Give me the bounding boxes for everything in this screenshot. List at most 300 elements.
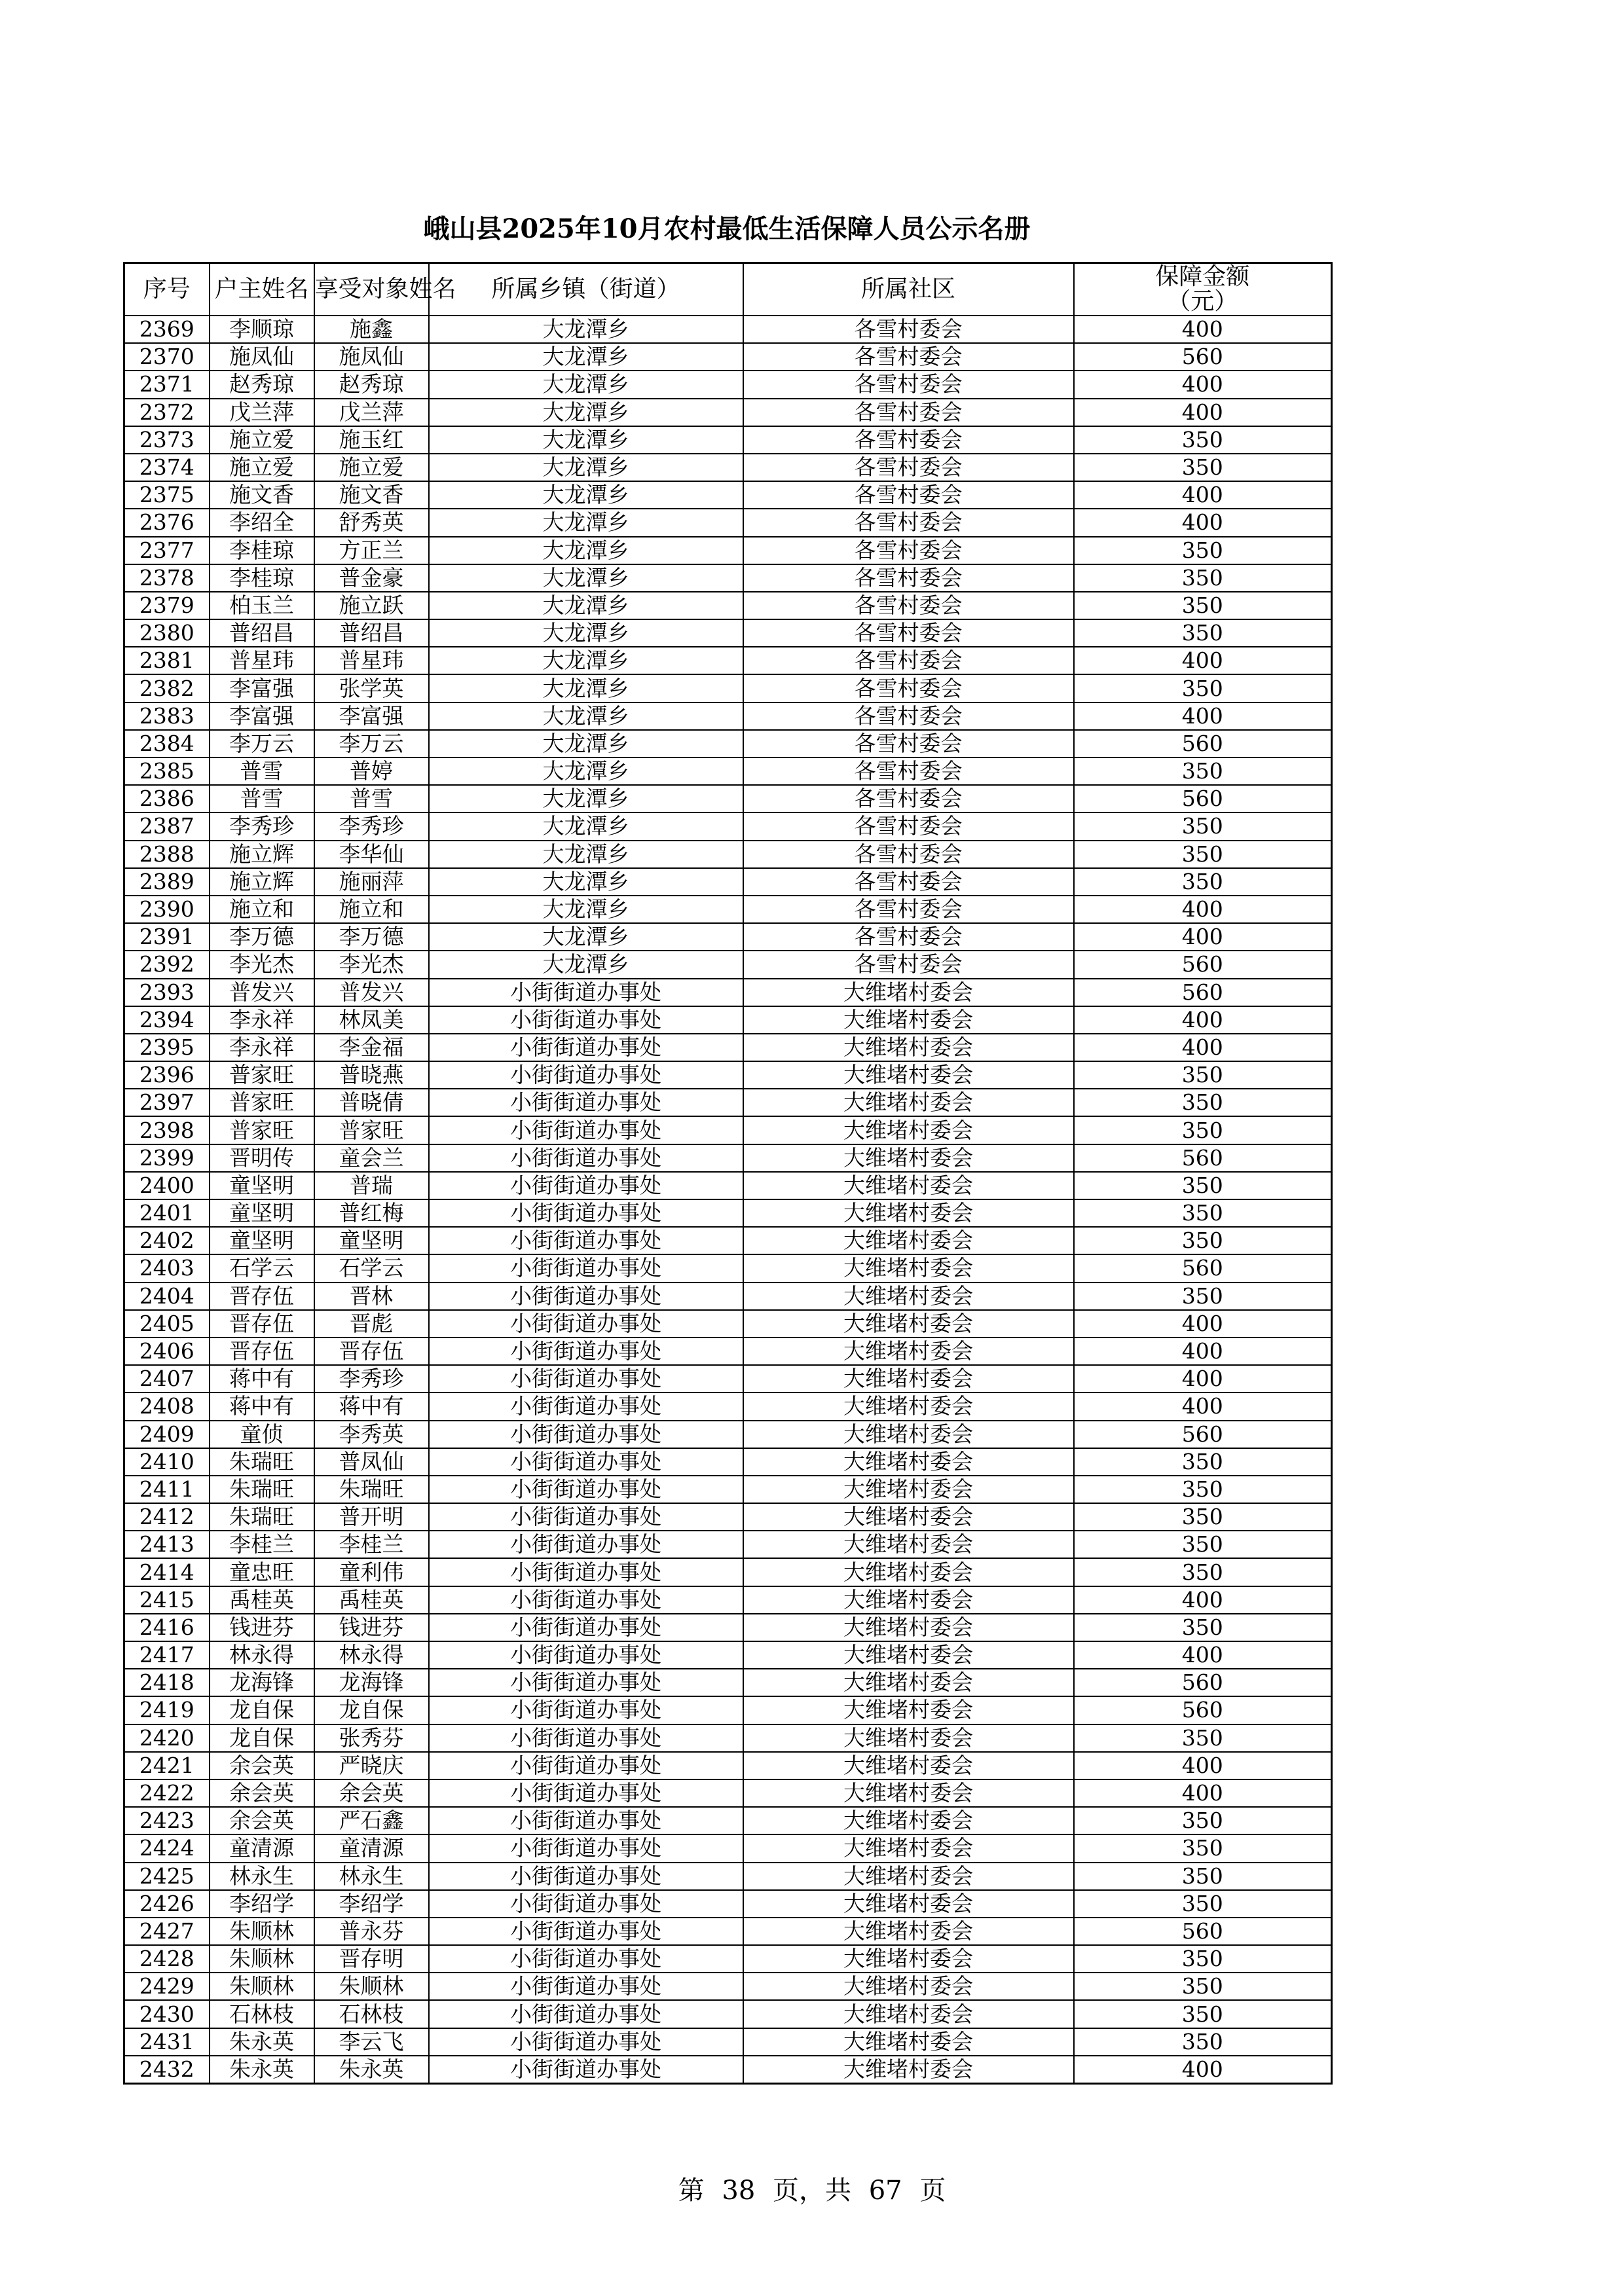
cell-amount: 400 — [1074, 399, 1332, 426]
table-row — [124, 1863, 1332, 1890]
cell-household-head: 普雪 — [210, 757, 314, 785]
cell-seq: 2415 — [124, 1586, 210, 1614]
cell-township: 小街街道办事处 — [429, 1558, 743, 1586]
cell-community: 各雪村委会 — [743, 923, 1074, 951]
cell-household-head: 李秀珍 — [210, 812, 314, 840]
table-body — [124, 316, 1332, 2084]
cell-community: 各雪村委会 — [743, 619, 1074, 647]
cell-township: 小街街道办事处 — [429, 2000, 743, 2028]
cell-community: 大维堵村委会 — [743, 1144, 1074, 1172]
cell-household-head: 童坚明 — [210, 1227, 314, 1254]
cell-amount: 350 — [1074, 1890, 1332, 1918]
table-row — [124, 702, 1332, 730]
table-row — [124, 1448, 1332, 1476]
header-beneficiary: 享受对象姓名 — [314, 263, 429, 316]
cell-township: 小街街道办事处 — [429, 1779, 743, 1807]
cell-seq: 2402 — [124, 1227, 210, 1254]
cell-amount: 350 — [1074, 1227, 1332, 1254]
cell-beneficiary: 普绍昌 — [314, 619, 429, 647]
cell-township: 小街街道办事处 — [429, 1421, 743, 1448]
cell-community: 大维堵村委会 — [743, 1393, 1074, 1420]
cell-amount: 350 — [1074, 1089, 1332, 1116]
cell-beneficiary: 张秀芬 — [314, 1724, 429, 1752]
cell-seq: 2371 — [124, 371, 210, 398]
cell-amount: 560 — [1074, 1696, 1332, 1724]
table-row — [124, 1890, 1332, 1918]
cell-household-head: 施立爱 — [210, 426, 314, 454]
cell-beneficiary: 李金福 — [314, 1034, 429, 1061]
cell-beneficiary: 李桂兰 — [314, 1531, 429, 1558]
cell-township: 小街街道办事处 — [429, 1448, 743, 1476]
cell-seq: 2398 — [124, 1116, 210, 1144]
cell-amount: 560 — [1074, 1918, 1332, 1945]
cell-community: 大维堵村委会 — [743, 1503, 1074, 1531]
cell-household-head: 李桂琼 — [210, 537, 314, 564]
cell-household-head: 朱永英 — [210, 2056, 314, 2084]
cell-community: 各雪村委会 — [743, 316, 1074, 343]
cell-amount: 400 — [1074, 509, 1332, 536]
table-row — [124, 1973, 1332, 2000]
cell-community: 大维堵村委会 — [743, 1724, 1074, 1752]
cell-amount: 350 — [1074, 1558, 1332, 1586]
cell-township: 大龙潭乡 — [429, 812, 743, 840]
cell-beneficiary: 晋存明 — [314, 1945, 429, 1973]
page-footer: 第 38 页，共 67 页 — [678, 2176, 946, 2206]
table-row — [124, 812, 1332, 840]
table-row — [124, 647, 1332, 674]
cell-amount: 400 — [1074, 1586, 1332, 1614]
cell-household-head: 施立辉 — [210, 841, 314, 868]
cell-household-head: 童忠旺 — [210, 1558, 314, 1586]
cell-household-head: 朱瑞旺 — [210, 1503, 314, 1531]
table-row — [124, 923, 1332, 951]
cell-household-head: 普家旺 — [210, 1089, 314, 1116]
header-amount-unit: （元） — [1167, 288, 1238, 315]
table-row — [124, 1614, 1332, 1641]
cell-community: 大维堵村委会 — [743, 1199, 1074, 1227]
cell-beneficiary: 李华仙 — [314, 841, 429, 868]
cell-beneficiary: 普家旺 — [314, 1116, 429, 1144]
cell-household-head: 李永祥 — [210, 1006, 314, 1034]
cell-beneficiary: 朱瑞旺 — [314, 1476, 429, 1503]
cell-township: 大龙潭乡 — [429, 592, 743, 619]
cell-beneficiary: 方正兰 — [314, 537, 429, 564]
table-row — [124, 1945, 1332, 1973]
table-row — [124, 454, 1332, 481]
cell-township: 大龙潭乡 — [429, 316, 743, 343]
cell-seq: 2408 — [124, 1393, 210, 1420]
cell-seq: 2377 — [124, 537, 210, 564]
cell-seq: 2410 — [124, 1448, 210, 1476]
cell-household-head: 李富强 — [210, 674, 314, 702]
cell-community: 各雪村委会 — [743, 757, 1074, 785]
table-row — [124, 979, 1332, 1006]
cell-seq: 2397 — [124, 1089, 210, 1116]
cell-beneficiary: 戊兰萍 — [314, 399, 429, 426]
cell-community: 大维堵村委会 — [743, 1779, 1074, 1807]
cell-amount: 400 — [1074, 702, 1332, 730]
cell-community: 大维堵村委会 — [743, 1034, 1074, 1061]
cell-community: 大维堵村委会 — [743, 1089, 1074, 1116]
cell-community: 大维堵村委会 — [743, 1116, 1074, 1144]
cell-township: 小街街道办事处 — [429, 1089, 743, 1116]
cell-community: 大维堵村委会 — [743, 1558, 1074, 1586]
cell-household-head: 童侦 — [210, 1421, 314, 1448]
cell-household-head: 禹桂英 — [210, 1586, 314, 1614]
table-row — [124, 1641, 1332, 1669]
cell-household-head: 朱顺林 — [210, 1973, 314, 2000]
table-row — [124, 1503, 1332, 1531]
cell-township: 小街街道办事处 — [429, 1116, 743, 1144]
cell-community: 各雪村委会 — [743, 371, 1074, 398]
cell-beneficiary: 钱进芬 — [314, 1614, 429, 1641]
cell-seq: 2372 — [124, 399, 210, 426]
cell-township: 小街街道办事处 — [429, 1199, 743, 1227]
cell-amount: 400 — [1074, 2056, 1332, 2084]
cell-amount: 350 — [1074, 1476, 1332, 1503]
cell-community: 大维堵村委会 — [743, 1338, 1074, 1365]
cell-beneficiary: 李光杰 — [314, 951, 429, 978]
table-row — [124, 509, 1332, 536]
cell-beneficiary: 施凤仙 — [314, 343, 429, 371]
cell-township: 大龙潭乡 — [429, 674, 743, 702]
cell-seq: 2373 — [124, 426, 210, 454]
table-row — [124, 785, 1332, 812]
cell-amount: 560 — [1074, 979, 1332, 1006]
cell-seq: 2419 — [124, 1696, 210, 1724]
cell-amount: 350 — [1074, 1807, 1332, 1834]
header-amount-label: 保障金额 — [1155, 263, 1250, 290]
cell-township: 大龙潭乡 — [429, 841, 743, 868]
cell-community: 各雪村委会 — [743, 730, 1074, 757]
cell-beneficiary: 朱顺林 — [314, 1973, 429, 2000]
cell-township: 小街街道办事处 — [429, 1144, 743, 1172]
cell-community: 大维堵村委会 — [743, 1006, 1074, 1034]
cell-community: 大维堵村委会 — [743, 1890, 1074, 1918]
cell-household-head: 晋存伍 — [210, 1283, 314, 1310]
cell-household-head: 李永祥 — [210, 1034, 314, 1061]
cell-seq: 2418 — [124, 1669, 210, 1696]
cell-beneficiary: 舒秀英 — [314, 509, 429, 536]
table-row — [124, 316, 1332, 343]
cell-household-head: 童坚明 — [210, 1199, 314, 1227]
cell-amount: 350 — [1074, 1973, 1332, 2000]
cell-seq: 2375 — [124, 481, 210, 509]
table-row — [124, 1338, 1332, 1365]
cell-seq: 2420 — [124, 1724, 210, 1752]
cell-seq: 2423 — [124, 1807, 210, 1834]
cell-household-head: 戊兰萍 — [210, 399, 314, 426]
cell-community: 大维堵村委会 — [743, 1918, 1074, 1945]
cell-beneficiary: 普开明 — [314, 1503, 429, 1531]
cell-township: 大龙潭乡 — [429, 481, 743, 509]
cell-community: 各雪村委会 — [743, 537, 1074, 564]
cell-household-head: 普家旺 — [210, 1061, 314, 1089]
cell-seq: 2391 — [124, 923, 210, 951]
table-row — [124, 1834, 1332, 1862]
cell-seq: 2417 — [124, 1641, 210, 1669]
cell-amount: 350 — [1074, 1283, 1332, 1310]
cell-beneficiary: 石林枝 — [314, 2000, 429, 2028]
cell-seq: 2429 — [124, 1973, 210, 2000]
cell-seq: 2389 — [124, 868, 210, 896]
cell-household-head: 龙自保 — [210, 1696, 314, 1724]
cell-amount: 350 — [1074, 1448, 1332, 1476]
cell-amount: 560 — [1074, 1669, 1332, 1696]
cell-amount: 350 — [1074, 1503, 1332, 1531]
cell-community: 各雪村委会 — [743, 647, 1074, 674]
table-row — [124, 1089, 1332, 1116]
table-row — [124, 1254, 1332, 1282]
table-row — [124, 2056, 1332, 2084]
cell-beneficiary: 普凤仙 — [314, 1448, 429, 1476]
cell-township: 小街街道办事处 — [429, 1503, 743, 1531]
cell-seq: 2392 — [124, 951, 210, 978]
cell-amount: 350 — [1074, 2000, 1332, 2028]
cell-beneficiary: 李绍学 — [314, 1890, 429, 1918]
table-row — [124, 1807, 1332, 1834]
cell-household-head: 林永生 — [210, 1863, 314, 1890]
cell-beneficiary: 林永得 — [314, 1641, 429, 1669]
cell-seq: 2425 — [124, 1863, 210, 1890]
cell-beneficiary: 严石鑫 — [314, 1807, 429, 1834]
cell-township: 小街街道办事处 — [429, 1724, 743, 1752]
table-row — [124, 2000, 1332, 2028]
cell-beneficiary: 严晓庆 — [314, 1752, 429, 1779]
cell-community: 大维堵村委会 — [743, 1696, 1074, 1724]
cell-amount: 400 — [1074, 1779, 1332, 1807]
table-header — [124, 263, 1332, 316]
cell-seq: 2383 — [124, 702, 210, 730]
cell-community: 各雪村委会 — [743, 481, 1074, 509]
cell-household-head: 普发兴 — [210, 979, 314, 1006]
table-row — [124, 1365, 1332, 1393]
cell-community: 各雪村委会 — [743, 896, 1074, 923]
cell-amount: 400 — [1074, 1006, 1332, 1034]
cell-township: 大龙潭乡 — [429, 702, 743, 730]
table-row — [124, 564, 1332, 592]
cell-amount: 350 — [1074, 1199, 1332, 1227]
cell-township: 小街街道办事处 — [429, 1973, 743, 2000]
cell-amount: 350 — [1074, 592, 1332, 619]
cell-township: 小街街道办事处 — [429, 2056, 743, 2084]
cell-beneficiary: 李富强 — [314, 702, 429, 730]
cell-amount: 400 — [1074, 1338, 1332, 1365]
cell-township: 小街街道办事处 — [429, 1476, 743, 1503]
cell-beneficiary: 晋林 — [314, 1283, 429, 1310]
cell-beneficiary: 施立和 — [314, 896, 429, 923]
cell-seq: 2379 — [124, 592, 210, 619]
cell-township: 大龙潭乡 — [429, 426, 743, 454]
cell-community: 大维堵村委会 — [743, 1641, 1074, 1669]
cell-community: 大维堵村委会 — [743, 1283, 1074, 1310]
cell-seq: 2387 — [124, 812, 210, 840]
cell-household-head: 朱瑞旺 — [210, 1476, 314, 1503]
cell-household-head: 李桂兰 — [210, 1531, 314, 1558]
document-title: 峨山县2025年10月农村最低生活保障人员公示名册 — [423, 213, 1031, 244]
cell-township: 小街街道办事处 — [429, 1834, 743, 1862]
cell-amount: 350 — [1074, 564, 1332, 592]
cell-community: 大维堵村委会 — [743, 1061, 1074, 1089]
cell-beneficiary: 施立爱 — [314, 454, 429, 481]
cell-seq: 2394 — [124, 1006, 210, 1034]
cell-township: 大龙潭乡 — [429, 868, 743, 896]
cell-seq: 2413 — [124, 1531, 210, 1558]
cell-township: 大龙潭乡 — [429, 454, 743, 481]
cell-community: 各雪村委会 — [743, 426, 1074, 454]
cell-township: 小街街道办事处 — [429, 1918, 743, 1945]
cell-amount: 400 — [1074, 1393, 1332, 1420]
cell-community: 各雪村委会 — [743, 564, 1074, 592]
cell-household-head: 李绍全 — [210, 509, 314, 536]
cell-seq: 2400 — [124, 1172, 210, 1199]
cell-township: 大龙潭乡 — [429, 730, 743, 757]
cell-beneficiary: 普红梅 — [314, 1199, 429, 1227]
cell-beneficiary: 李云飞 — [314, 2028, 429, 2056]
table-row — [124, 674, 1332, 702]
cell-household-head: 龙海锋 — [210, 1669, 314, 1696]
cell-township: 大龙潭乡 — [429, 647, 743, 674]
table-row — [124, 1393, 1332, 1420]
cell-seq: 2381 — [124, 647, 210, 674]
cell-township: 小街街道办事处 — [429, 1945, 743, 1973]
cell-seq: 2430 — [124, 2000, 210, 2028]
cell-household-head: 龙自保 — [210, 1724, 314, 1752]
cell-community: 大维堵村委会 — [743, 979, 1074, 1006]
table-row — [124, 1199, 1332, 1227]
cell-amount: 400 — [1074, 1752, 1332, 1779]
cell-community: 大维堵村委会 — [743, 1945, 1074, 1973]
cell-community: 大维堵村委会 — [743, 1669, 1074, 1696]
cell-beneficiary: 施玉红 — [314, 426, 429, 454]
cell-amount: 560 — [1074, 343, 1332, 371]
table-row — [124, 592, 1332, 619]
cell-household-head: 晋存伍 — [210, 1338, 314, 1365]
cell-household-head: 李桂琼 — [210, 564, 314, 592]
cell-township: 小街街道办事处 — [429, 1338, 743, 1365]
cell-amount: 350 — [1074, 1863, 1332, 1890]
cell-household-head: 赵秀琼 — [210, 371, 314, 398]
cell-seq: 2370 — [124, 343, 210, 371]
cell-seq: 2412 — [124, 1503, 210, 1531]
cell-township: 大龙潭乡 — [429, 371, 743, 398]
cell-seq: 2409 — [124, 1421, 210, 1448]
cell-seq: 2424 — [124, 1834, 210, 1862]
cell-seq: 2376 — [124, 509, 210, 536]
cell-amount: 350 — [1074, 1172, 1332, 1199]
cell-beneficiary: 童利伟 — [314, 1558, 429, 1586]
cell-township: 小街街道办事处 — [429, 1006, 743, 1034]
cell-community: 大维堵村委会 — [743, 1365, 1074, 1393]
cell-household-head: 蒋中有 — [210, 1393, 314, 1420]
cell-amount: 400 — [1074, 923, 1332, 951]
cell-beneficiary: 施鑫 — [314, 316, 429, 343]
cell-community: 大维堵村委会 — [743, 1752, 1074, 1779]
cell-beneficiary: 赵秀琼 — [314, 371, 429, 398]
cell-seq: 2385 — [124, 757, 210, 785]
cell-township: 小街街道办事处 — [429, 979, 743, 1006]
cell-community: 大维堵村委会 — [743, 1310, 1074, 1338]
cell-household-head: 童清源 — [210, 1834, 314, 1862]
table-row — [124, 1752, 1332, 1779]
cell-household-head: 李富强 — [210, 702, 314, 730]
cell-seq: 2390 — [124, 896, 210, 923]
table-row — [124, 1558, 1332, 1586]
table-row — [124, 1283, 1332, 1310]
cell-seq: 2411 — [124, 1476, 210, 1503]
cell-township: 小街街道办事处 — [429, 1863, 743, 1890]
cell-beneficiary: 林永生 — [314, 1863, 429, 1890]
cell-township: 小街街道办事处 — [429, 1669, 743, 1696]
cell-seq: 2431 — [124, 2028, 210, 2056]
cell-township: 小街街道办事处 — [429, 1696, 743, 1724]
cell-beneficiary: 林凤美 — [314, 1006, 429, 1034]
table-row — [124, 1724, 1332, 1752]
cell-beneficiary: 童清源 — [314, 1834, 429, 1862]
cell-beneficiary: 龙自保 — [314, 1696, 429, 1724]
cell-seq: 2382 — [124, 674, 210, 702]
cell-beneficiary: 普永芬 — [314, 1918, 429, 1945]
cell-amount: 400 — [1074, 647, 1332, 674]
cell-beneficiary: 石学云 — [314, 1254, 429, 1282]
table-row — [124, 841, 1332, 868]
table-row — [124, 868, 1332, 896]
cell-township: 小街街道办事处 — [429, 1172, 743, 1199]
cell-community: 大维堵村委会 — [743, 1973, 1074, 2000]
cell-household-head: 朱瑞旺 — [210, 1448, 314, 1476]
cell-household-head: 李万云 — [210, 730, 314, 757]
cell-seq: 2399 — [124, 1144, 210, 1172]
cell-amount: 350 — [1074, 1531, 1332, 1558]
cell-household-head: 普雪 — [210, 785, 314, 812]
cell-amount: 350 — [1074, 674, 1332, 702]
cell-beneficiary: 施立跃 — [314, 592, 429, 619]
cell-township: 大龙潭乡 — [429, 399, 743, 426]
cell-beneficiary: 童会兰 — [314, 1144, 429, 1172]
cell-seq: 2386 — [124, 785, 210, 812]
cell-township: 大龙潭乡 — [429, 785, 743, 812]
table-row — [124, 1172, 1332, 1199]
cell-amount: 560 — [1074, 951, 1332, 978]
cell-seq: 2406 — [124, 1338, 210, 1365]
cell-beneficiary: 普婷 — [314, 757, 429, 785]
cell-township: 小街街道办事处 — [429, 1641, 743, 1669]
table-row — [124, 399, 1332, 426]
cell-community: 大维堵村委会 — [743, 1807, 1074, 1834]
cell-township: 大龙潭乡 — [429, 951, 743, 978]
table-row — [124, 1006, 1332, 1034]
cell-household-head: 施立爱 — [210, 454, 314, 481]
header-household-head: 户主姓名 — [210, 263, 314, 316]
cell-township: 小街街道办事处 — [429, 1310, 743, 1338]
cell-household-head: 朱顺林 — [210, 1918, 314, 1945]
cell-community: 大维堵村委会 — [743, 2000, 1074, 2028]
cell-amount: 350 — [1074, 2028, 1332, 2056]
cell-household-head: 钱进芬 — [210, 1614, 314, 1641]
cell-amount: 400 — [1074, 1034, 1332, 1061]
cell-township: 小街街道办事处 — [429, 1283, 743, 1310]
cell-community: 大维堵村委会 — [743, 1254, 1074, 1282]
cell-community: 各雪村委会 — [743, 868, 1074, 896]
cell-community: 各雪村委会 — [743, 399, 1074, 426]
cell-amount: 350 — [1074, 868, 1332, 896]
table-row — [124, 1310, 1332, 1338]
roster-table — [123, 262, 1333, 2085]
cell-household-head: 朱永英 — [210, 2028, 314, 2056]
cell-seq: 2384 — [124, 730, 210, 757]
cell-community: 各雪村委会 — [743, 674, 1074, 702]
cell-beneficiary: 李万云 — [314, 730, 429, 757]
